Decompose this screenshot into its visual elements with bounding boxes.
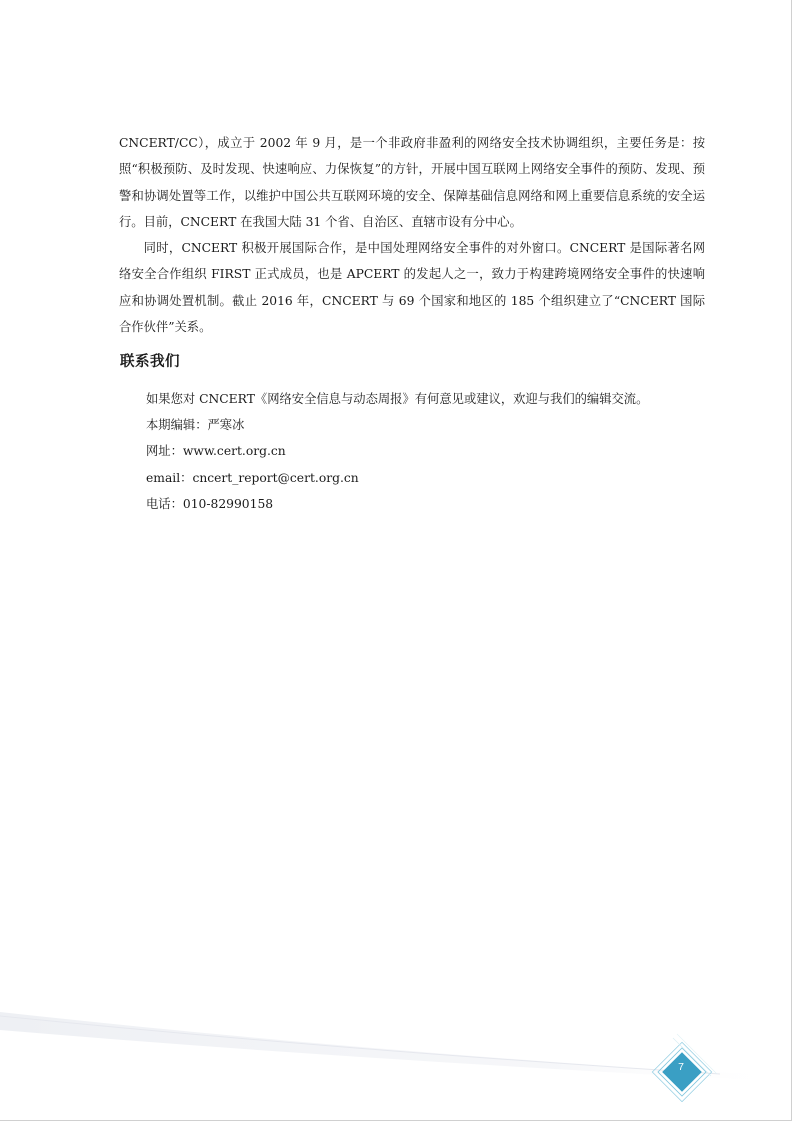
contact-editor: 本期编辑：严寒冰 — [146, 418, 245, 433]
contact-heading: 联系我们 — [120, 354, 180, 370]
intro-text — [119, 130, 705, 340]
website-link[interactable]: www.cert.org.cn — [182, 444, 286, 459]
email-link[interactable]: cncert_report@cert.org.cn — [192, 470, 359, 485]
contact-list — [146, 386, 706, 517]
intro-paragraph-2: 同时，CNCERT 积极开展国际合作，是中国处理网络安全事件的对外窗口。CNCERT 是国际著名网络安全合作组织 FIRST 正式成员，也是 APCERT 的发起人之一，致力于构建跨境网络安全事件的快速响应和协调处置机制。截止 2016 年，CNCERT 与 69 个国家和地区的 185 个组织建立了“CNCERT 国际合作伙伴”关系。 — [119, 241, 705, 335]
contact-email — [146, 465, 706, 491]
email-label: email： — [146, 470, 193, 485]
contact-phone: 电话：010-82990158 — [146, 496, 274, 511]
contact-website — [146, 438, 706, 464]
website-label: 网址： — [146, 444, 183, 459]
intro-paragraph-1: CNCERT/CC），成立于 2002 年 9 月，是一个非政府非盈利的网络安全技术协调组织，主要任务是：按照“积极预防、及时发现、快速响应、力保恢复”的方针，开展中国互联网上网络安全事件的预防、发现、预警和协调处置等工作，以维护中国公共互联网环境的安全、保障基础信息网络和网上重要信息系统的安全运行。目前，CNCERT 在我国大陆 31 个省、自治区、直辖市设有分中心。 — [119, 136, 705, 229]
contact-feedback: 如果您对 CNCERT《网络安全信息与动态周报》有何意见或建议，欢迎与我们的编辑交流。 — [146, 392, 649, 406]
page-number: 7 — [678, 1061, 684, 1073]
